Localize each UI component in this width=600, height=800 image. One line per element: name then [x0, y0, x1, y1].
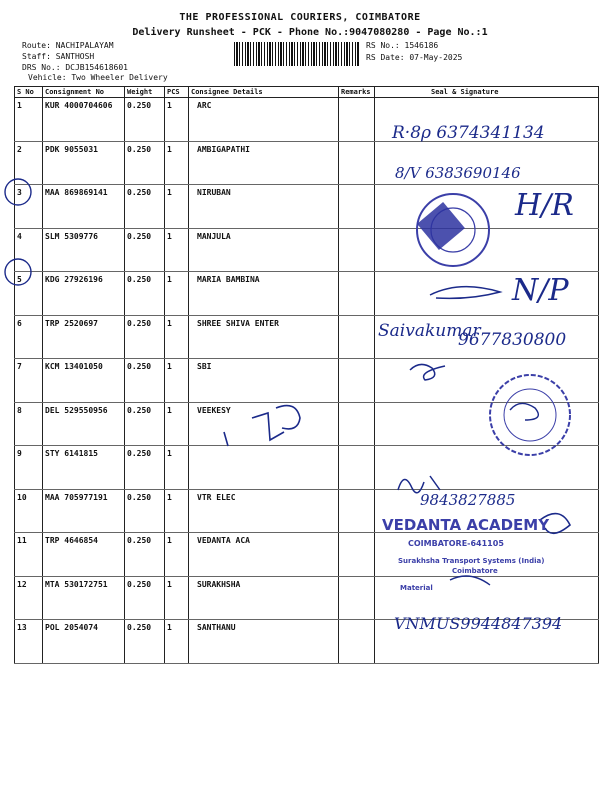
remark-row-3: H/R: [515, 188, 574, 223]
remark-row-5: N/P: [512, 273, 569, 308]
svg-text:COIMBATORE-641105: COIMBATORE-641105: [408, 539, 504, 548]
table-row: 11 TRP 4646854 0.250 1 VEDANTA ACA: [15, 533, 599, 577]
barcode: [234, 42, 360, 66]
rs-number: RS No.: 1546186: [366, 41, 439, 50]
staff-label: Staff: SANTHOSH: [22, 52, 95, 61]
runsheet-title: Delivery Runsheet - PCK - Phone No.:9047080280 - Page No.:1: [132, 27, 488, 38]
table-row: 4 SLM 5309776 0.250 1 MANJULA: [15, 228, 599, 272]
signature-row-6-phone: 9677830800: [458, 330, 567, 350]
table-row: 1 KUR 4000704606 0.250 1 ARC: [15, 98, 599, 142]
col-remarks: Remarks: [339, 87, 375, 98]
company-title: THE PROFESSIONAL COURIERS, COIMBATORE: [179, 12, 421, 23]
table-row: 7 KCM 13401050 0.250 1 SBI: [15, 359, 599, 403]
table-row: 5 KDG 27926196 0.250 1 MARIA BAMBINA: [15, 272, 599, 316]
col-weight: Weight: [125, 87, 165, 98]
table-row: 13 POL 2054074 0.250 1 SANTHANU: [15, 620, 599, 664]
rs-date: RS Date: 07-May-2025: [366, 53, 463, 62]
svg-text:Surakhsha Transport Systems (I: Surakhsha Transport Systems (India): [398, 557, 545, 565]
signature-row-6-name: Saivakumar: [378, 321, 481, 341]
signature-row-1: R·8ρ 6374341134: [392, 123, 545, 143]
col-consignment: Consignment No: [43, 87, 125, 98]
col-pcs: PCS: [165, 87, 189, 98]
col-sno: S No: [15, 87, 43, 98]
table-row: 10 MAA 705977191 0.250 1 VTR ELEC: [15, 489, 599, 533]
table-row: 3 MAA 869869141 0.250 1 NIRUBAN: [15, 185, 599, 229]
svg-text:Material: Material: [400, 584, 433, 592]
runsheet-table: [14, 86, 599, 664]
svg-text:Coimbatore: Coimbatore: [452, 567, 498, 575]
drs-label: DRS No.: DCJB154618601: [22, 63, 128, 72]
table-row: 9 STY 6141815 0.250 1: [15, 446, 599, 490]
col-signature: Seal & Signature: [375, 87, 599, 98]
svg-text:VEDANTA ACADEMY: VEDANTA ACADEMY: [382, 516, 550, 534]
signature-row-2: 8/V 6383690146: [395, 164, 521, 182]
table-row: 12 MTA 530172751 0.250 1 SURAKHSHA: [15, 576, 599, 620]
route-label: Route: NACHIPALAYAM: [22, 41, 114, 50]
table-row: 8 DEL 529550956 0.250 1 VEEKESY: [15, 402, 599, 446]
signature-row-13: VNMUS9944847394: [394, 614, 563, 633]
table-row: 6 TRP 2520697 0.250 1 SHREE SHIVA ENTER: [15, 315, 599, 359]
table-header: [15, 87, 599, 98]
signature-row-10: 9843827885: [420, 491, 516, 509]
col-consignee: Consignee Details: [189, 87, 339, 98]
table-row: 2 PDK 9055031 0.250 1 AMBIGAPATHI: [15, 141, 599, 185]
vehicle-label: Vehicle: Two Wheeler Delivery: [28, 73, 168, 82]
